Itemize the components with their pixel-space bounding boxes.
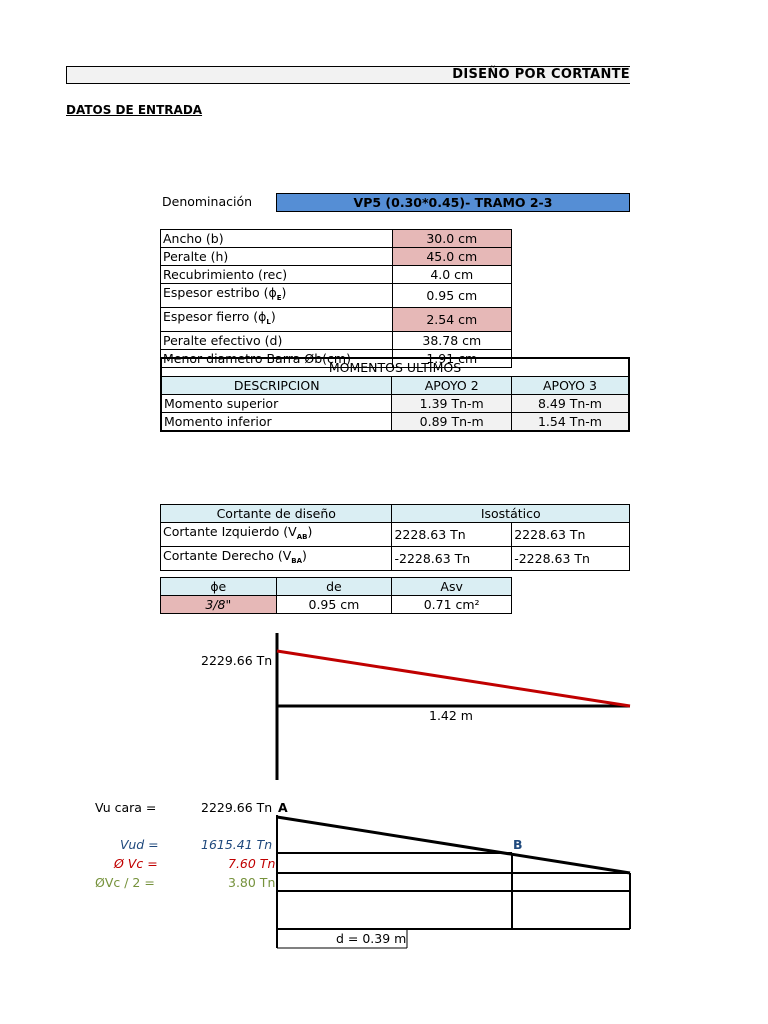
input-value[interactable]: 1.91 cm <box>392 350 511 368</box>
section-title: DATOS DE ENTRADA <box>66 103 203 117</box>
momento-apoyo2[interactable]: 1.39 Tn-m <box>392 395 512 413</box>
vu-cara-label: Vu cara = <box>95 800 157 815</box>
isostatico-header: Isostático <box>392 505 630 523</box>
cortante-value[interactable]: -2228.63 Tn <box>512 547 630 571</box>
momento-apoyo3[interactable]: 1.54 Tn-m <box>511 413 629 432</box>
estribo-de-value: 0.95 cm <box>276 596 392 614</box>
input-label: Espesor fierro $(\phi_L)$ <box>161 308 393 332</box>
estribo-header-de: de <box>276 578 392 596</box>
input-value[interactable]: 4.0 cm <box>392 266 511 284</box>
cortante-value[interactable]: 2228.63 Tn <box>512 523 630 547</box>
input-label: Recubrimiento (rec) <box>161 266 393 284</box>
estribo-header-phi: ϕe <box>161 578 277 596</box>
input-label: Espesor estribo $(\phi_E)$ <box>161 284 393 308</box>
input-value[interactable]: 0.95 cm <box>392 284 511 308</box>
page-title: DISEÑO POR CORTANTE <box>452 67 630 82</box>
denominacion-value[interactable]: VP5 (0.30*0.45)- TRAMO 2-3 <box>276 193 630 212</box>
input-label: Peralte (h) <box>161 248 393 266</box>
input-label: Peralte efectivo (d) <box>161 332 393 350</box>
momentos-title: MOMENTOS ULTIMOS <box>161 358 629 377</box>
estribo-phi-select[interactable]: 3/8" <box>161 596 277 614</box>
point-a-label: A <box>278 800 288 815</box>
vud-label: Vud = <box>120 837 159 852</box>
momentos-header-apoyo3: APOYO 3 <box>511 377 629 395</box>
momento-apoyo2[interactable]: 0.89 Tn-m <box>392 413 512 432</box>
point-b-label: B <box>513 837 523 852</box>
denominacion-label: Denominación <box>162 194 253 209</box>
momento-label: Momento inferior <box>161 413 392 432</box>
momentos-header-apoyo2: APOYO 2 <box>392 377 512 395</box>
estribo-asv-value: 0.71 cm² <box>392 596 512 614</box>
vc-half-label: ØVc / 2 = <box>95 875 155 890</box>
momento-apoyo3[interactable]: 8.49 Tn-m <box>511 395 629 413</box>
momentos-header-descripcion: DESCRIPCION <box>161 377 392 395</box>
cortante-label: Cortante Derecho $(V_{BA})$ <box>161 547 392 571</box>
input-label: Ancho (b) <box>161 230 393 248</box>
vc-half-value: 3.80 Tn <box>228 875 276 890</box>
input-value[interactable]: 2.54 cm <box>392 308 511 332</box>
diagram-y-label: 2229.66 Tn <box>201 653 273 668</box>
d-label: d = 0.39 m <box>336 931 407 946</box>
cortante-value[interactable]: -2228.63 Tn <box>392 547 512 571</box>
vc-value: 7.60 Tn <box>228 856 276 871</box>
cortante-label: Cortante Izquierdo $(V_{AB})$ <box>161 523 392 547</box>
diagram-x-label: 1.42 m <box>429 708 473 723</box>
input-label: Menor diametro Barra Øb(cm) <box>161 350 393 368</box>
momento-label: Momento superior <box>161 395 392 413</box>
input-value[interactable]: 45.0 cm <box>392 248 511 266</box>
vud-value: 1615.41 Tn <box>201 837 273 852</box>
cortante-header: Cortante de diseño <box>161 505 392 523</box>
cortante-value[interactable]: 2228.63 Tn <box>392 523 512 547</box>
input-value[interactable]: 38.78 cm <box>392 332 511 350</box>
vu-cara-value: 2229.66 Tn <box>201 800 273 815</box>
estribo-header-asv: Asv <box>392 578 512 596</box>
input-value[interactable]: 30.0 cm <box>392 230 511 248</box>
vc-label: Ø Vc = <box>114 856 158 871</box>
